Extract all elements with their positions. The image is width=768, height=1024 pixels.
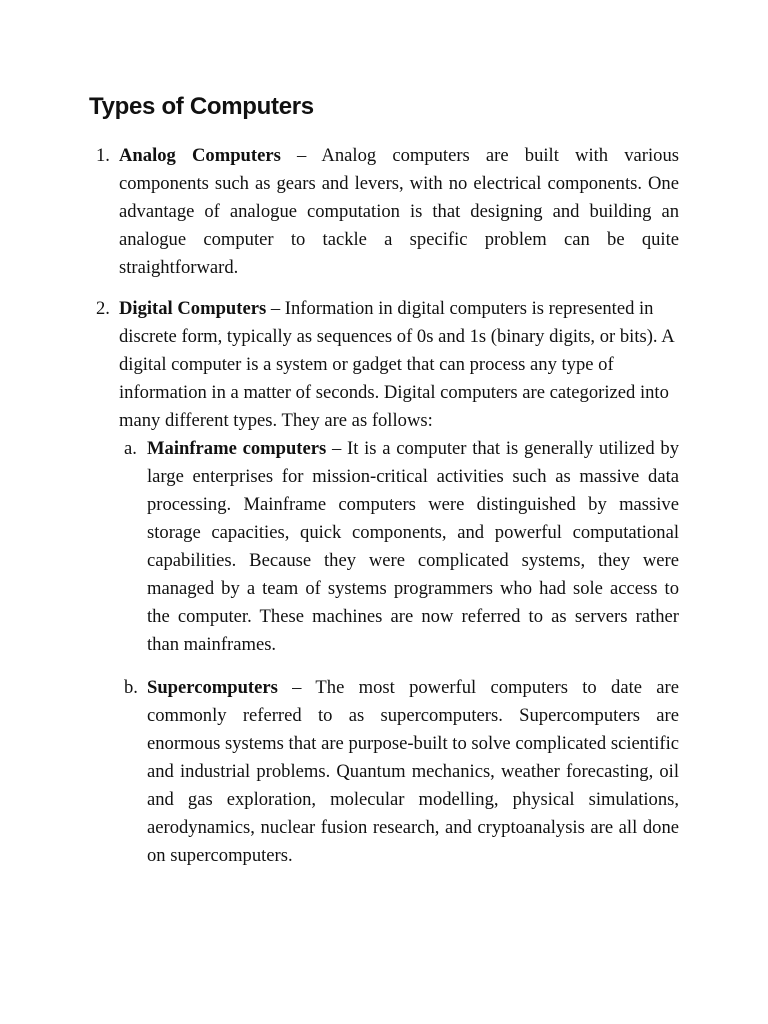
- subitem-separator: –: [277, 677, 316, 698]
- sublist-marker: b.: [124, 677, 138, 698]
- page-title: Types of Computers: [89, 93, 314, 120]
- item-text: Information in digital computers is represented in discrete form, typically as sequences of 0s and 1s (binary digits, or bits). A digital computer is a system or gadget that can process any type of information in a matter of seconds. Digital computers are categorized into many different types. They are as follows:: [119, 298, 674, 431]
- sublist-item-supercomputers: [119, 674, 679, 870]
- item-paragraph: [119, 295, 679, 435]
- subitem-term: Mainframe computers: [147, 438, 327, 459]
- list-marker: 1.: [96, 145, 110, 166]
- item-term: Analog Computers: [119, 145, 281, 166]
- list-item-analog-computers: [89, 142, 679, 282]
- sublist-marker: a.: [124, 438, 137, 459]
- sublist-item-mainframe-computers: [119, 435, 679, 659]
- subitem-text: It is a computer that is generally utilized by large enterprises for mission-critical activities such as massive data processing. Mainframe computers were distinguished by massive storage capacities, quick components, and powerful computational capabilities. Because they were complicated systems, they were managed by a team of systems programmers who had sole access to the computer. These machines are now referred to as servers rather than mainframes.: [147, 438, 679, 655]
- item-separator: –: [280, 145, 322, 166]
- subitem-paragraph: [147, 674, 679, 870]
- subitem-text: The most powerful computers to date are commonly referred to as supercomputers. Supercomputers are enormous systems that are purpose-built to solve complicated scientific and industrial problems. Quantum mechanics, weather forecasting, oil and gas exploration, molecular modelling, physical simulations, aerodynamics, nuclear fusion research, and cryptoanalysis are all done on supercomputers.: [147, 677, 679, 866]
- item-text: Analog computers are built with various components such as gears and levers, with no electrical components. One advantage of analogue computation is that designing and building an analogue computer to tackle a specific problem can be quite straightforward.: [119, 145, 679, 278]
- subitem-term: Supercomputers: [147, 677, 278, 698]
- digital-computer-types-sublist: [119, 435, 679, 870]
- list-item-digital-computers: [89, 295, 679, 870]
- subitem-paragraph: [147, 435, 679, 659]
- item-term: Digital Computers: [119, 298, 267, 319]
- subitem-separator: –: [326, 438, 348, 459]
- list-marker: 2.: [96, 298, 110, 319]
- item-paragraph: [119, 142, 679, 282]
- item-separator: –: [266, 298, 285, 319]
- computer-types-list: [89, 142, 679, 870]
